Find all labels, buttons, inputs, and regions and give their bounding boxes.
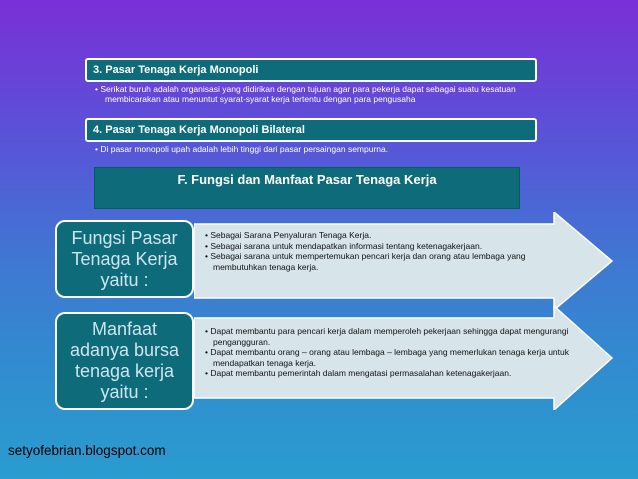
fungsi-bullet: • Sebagai sarana untuk mempertemukan pencari kerja dan orang atau lembaga yang membutuhkan tenaga kerja. <box>205 251 526 272</box>
monopoli-bilateral-bullet: • Di pasar monopoli upah adalah lebih tinggi dari pasar persaingan sempurna. <box>95 144 389 154</box>
manfaat-label-box <box>55 312 194 410</box>
fungsi-bullet: • Sebagai Sarana Penyaluran Tenaga Kerja. <box>205 230 372 240</box>
fungsi-label: Fungsi Pasar Tenaga Kerja yaitu : <box>71 227 178 290</box>
fungsi-label-box <box>55 220 194 298</box>
monopoli-bullet: • Serikat buruh adalah organisasi yang didirikan dengan tujuan agar para pekerja dapat sebagai suatu kesatuan membicarakan atau menuntut syarat-syarat kerja tertentu dengan para pengusaha <box>95 84 516 104</box>
fungsi-bullets <box>205 230 570 272</box>
blog-url: setyofebrian.blogspot.com <box>8 443 166 458</box>
monopoli-bilateral-header: 4. Pasar Tenaga Kerja Monopoli Bilateral <box>85 118 537 142</box>
monopoli-header: 3. Pasar Tenaga Kerja Monopoli <box>85 58 537 82</box>
manfaat-bullet: • Dapat membantu orang – orang atau lembaga – lembaga yang memerlukan tenaga kerja untuk mendapatkan tenaga kerja. <box>205 347 569 368</box>
manfaat-bullets <box>205 326 590 379</box>
manfaat-bullet: • Dapat membantu para pencari kerja dalam memperoleh pekerjaan sehingga dapat mengurangi pengangguran. <box>205 326 569 347</box>
monopoli-bilateral-bullets <box>95 144 525 154</box>
manfaat-label: Manfaat adanya bursa tenaga kerja yaitu : <box>69 319 180 402</box>
manfaat-bullet: • Dapat membantu pemerintah dalam mengatasi permasalahan ketenagakerjaan. <box>205 368 512 378</box>
fungsi-bullet: • Sebagai sarana untuk mendapatkan informasi tentang ketenagakerjaan. <box>205 240 483 251</box>
monopoli-bullets <box>95 84 525 104</box>
section-title: F. Fungsi dan Manfaat Pasar Tenaga Kerja <box>94 167 520 209</box>
